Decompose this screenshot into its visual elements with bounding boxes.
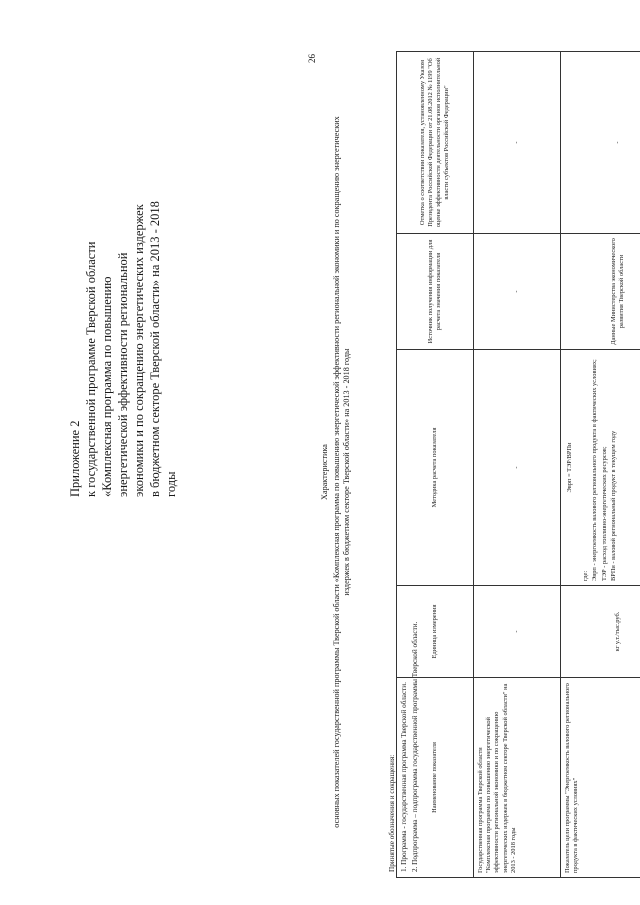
program-full-name: "Комплексная программа по повышению энергетической эффективности региональной экономики и по сокращению энергетических издержек в бюджетном секторе Тверской области" на 2013 - 2018 годы <box>485 683 517 873</box>
appendix-line: в бюджетном секторе Тверской области» на 2013 - 2018 <box>148 201 162 497</box>
page-number: 26 <box>307 54 317 63</box>
heading-line: основных показателей государственной программы Тверской области «Комплексная программа по повышению энергетической эффективности региональной экономики и по сокращению энергетических <box>331 116 341 828</box>
cell-source: - <box>474 234 561 350</box>
heading-line: издержек в бюджетном секторе Тверской области» на 2013 - 2018 годы <box>342 348 351 596</box>
table-row <box>561 52 640 878</box>
cell-indicator-name <box>474 678 561 878</box>
method-line: ТЭР - расход топливно-энергетических ресурсов; <box>600 446 608 581</box>
cell-method <box>561 350 640 586</box>
method-formula: Эврп = ТЭР/ВРПи <box>566 442 573 493</box>
header-method: Методика расчета показателя <box>397 350 474 586</box>
appendix-line: энергетической эффективности региональной <box>116 252 130 497</box>
notes-line: 2. Подпрограмма – подпрограмма государственной программы Тверской области. <box>411 621 419 872</box>
indicators-table <box>396 51 640 878</box>
header-unit: Единица измерения <box>397 586 474 678</box>
notes-line: Принятые обозначения и сокращения: <box>388 754 396 872</box>
table-header-row <box>397 52 474 878</box>
cell-indicator-name: Показатель цели программы "Энергоемкость валового регионального продукта в фактических условиях" <box>561 678 640 878</box>
appendix-header <box>67 37 179 497</box>
program-title: Государственная программа Тверской области <box>477 747 484 873</box>
cell-decree-mark: - <box>561 52 640 234</box>
table-row <box>474 52 561 878</box>
appendix-line: экономики и по сокращению энергетических издержек <box>132 204 146 497</box>
appendix-line: к государственной программе Тверской области <box>84 241 98 497</box>
landscape-content <box>20 12 625 892</box>
method-line: ВРПи - валовой региональный продукт в текущем году <box>609 430 617 581</box>
appendix-line: «Комплексная программа по повышению <box>100 276 114 497</box>
heading-title: Характеристика <box>320 444 329 500</box>
cell-source: Данные Министерства экономического развития Тверской области <box>561 234 640 350</box>
cell-decree-mark: - <box>474 52 561 234</box>
cell-method: - <box>474 350 561 586</box>
notes-line: 1. Программа - государственная программа Тверской области. <box>399 682 408 872</box>
appendix-line: Приложение 2 <box>68 420 82 497</box>
header-source: Источник получения информации для расчета значения показателя <box>397 234 474 350</box>
method-line: где: <box>582 570 590 581</box>
document-heading <box>320 112 353 832</box>
header-decree-mark: Отметка о соответствии показателя, установленному Указом Президента Российской Федерации от 21.08.2012 № 1199 "Об оценке эффективности деятельности органов исполнительной власти субъектов Российской Федерации" <box>397 52 474 234</box>
header-indicator-name: Наименование показателя <box>397 678 474 878</box>
cell-unit: - <box>474 586 561 678</box>
method-line: Эврп - энергоемкость валового регионального продукта в фактических условиях; <box>591 359 599 581</box>
appendix-line: годы <box>164 471 178 497</box>
cell-unit: кг у.т./тыс.руб. <box>561 586 640 678</box>
